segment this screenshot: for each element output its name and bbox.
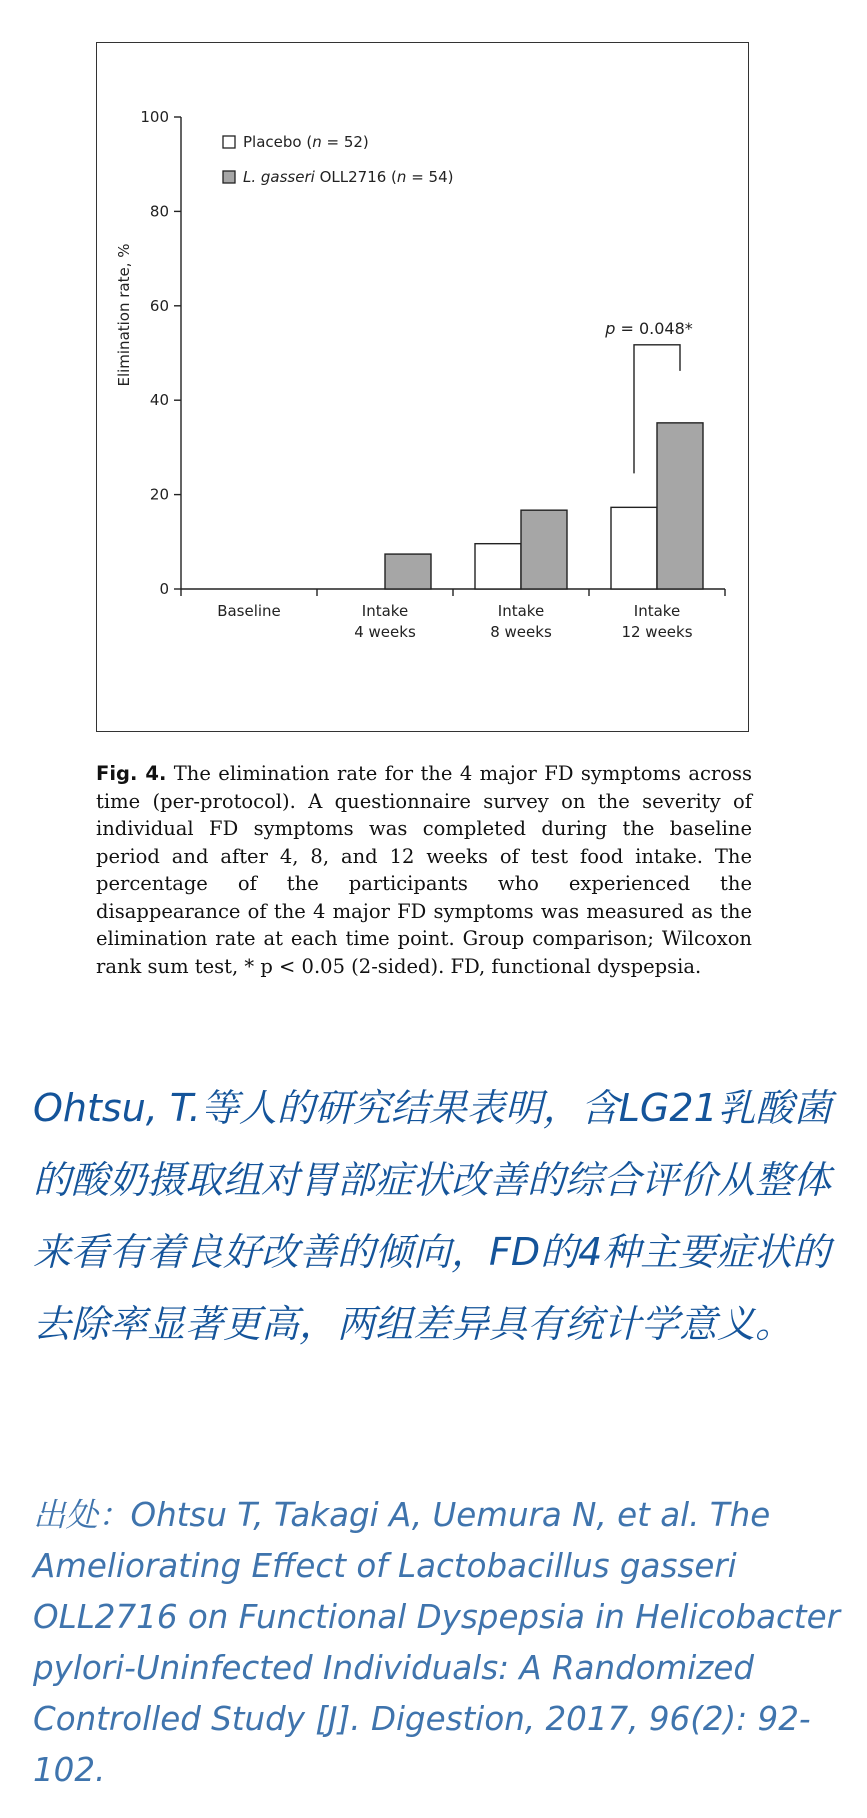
legend-placebo: Placebo (n = 52): [243, 133, 369, 151]
p-value-label: p = 0.048*: [605, 318, 693, 338]
legend-gasseri: L. gasseri OLL2716 (n = 54): [243, 168, 454, 186]
bar-placebo-3: [611, 507, 657, 589]
figure-caption: [96, 760, 752, 980]
x-category-label-line2: 12 weeks: [621, 623, 693, 641]
x-category-label: Intake: [633, 602, 681, 620]
bar-chart: [97, 43, 747, 730]
x-category-label-line2: 8 weeks: [490, 623, 552, 641]
y-tick-label: 100: [140, 108, 169, 126]
bar-gasseri-3: [657, 423, 703, 589]
caption-label: Fig. 4.: [96, 762, 167, 785]
caption-text: The elimination rate for the 4 major FD symptoms across time (per-protocol). A questionnaire survey on the severity of individual FD symptoms was completed during the baseline period and after 4, 8, and 12 weeks of test food intake. The percentage of the participants who experienced the disappearance of the 4 major FD symptoms was measured as the elimination rate at each time point. Group comparison; Wilcoxon rank sum test, * p < 0.05 (2-sided). FD, functional dyspepsia.: [96, 762, 752, 978]
legend-swatch-gasseri: [223, 171, 235, 183]
figure-frame: [96, 42, 749, 732]
reference-citation: 出处：Ohtsu T, Takagi A, Uemura N, et al. The Ameliorating Effect of Lactobacillus gasseri OLL2716 on Functional Dyspepsia in Helicobacter pylori-Uninfected Individuals: A Randomized Controlled Study [J]. Digestion, 2017, 96(2): 92-102.: [33, 1496, 840, 1789]
y-tick-label: 60: [149, 296, 169, 315]
summary-paragraph: Ohtsu, T.等人的研究结果表明，含LG21乳酸菌的酸奶摄取组对胃部症状改善的综合评价从整体来看有着良好改善的倾向，FD的4种主要症状的去除率显著更高，两组差异具有统计学意义。: [33, 1086, 832, 1346]
bar-placebo-2: [475, 544, 521, 589]
y-tick-label: 20: [149, 485, 169, 504]
bar-gasseri-1: [385, 554, 431, 589]
y-tick-label: 80: [149, 202, 169, 221]
legend-swatch-placebo: [223, 136, 235, 148]
x-category-label-line2: 4 weeks: [354, 623, 416, 641]
y-axis-label: Elimination rate, %: [115, 243, 133, 387]
x-category-label: Baseline: [217, 602, 281, 620]
bar-gasseri-2: [521, 510, 567, 589]
x-category-label: Intake: [497, 602, 545, 620]
x-category-label: Intake: [361, 602, 409, 620]
y-tick-label: 0: [159, 580, 169, 598]
y-tick-label: 40: [149, 391, 169, 410]
